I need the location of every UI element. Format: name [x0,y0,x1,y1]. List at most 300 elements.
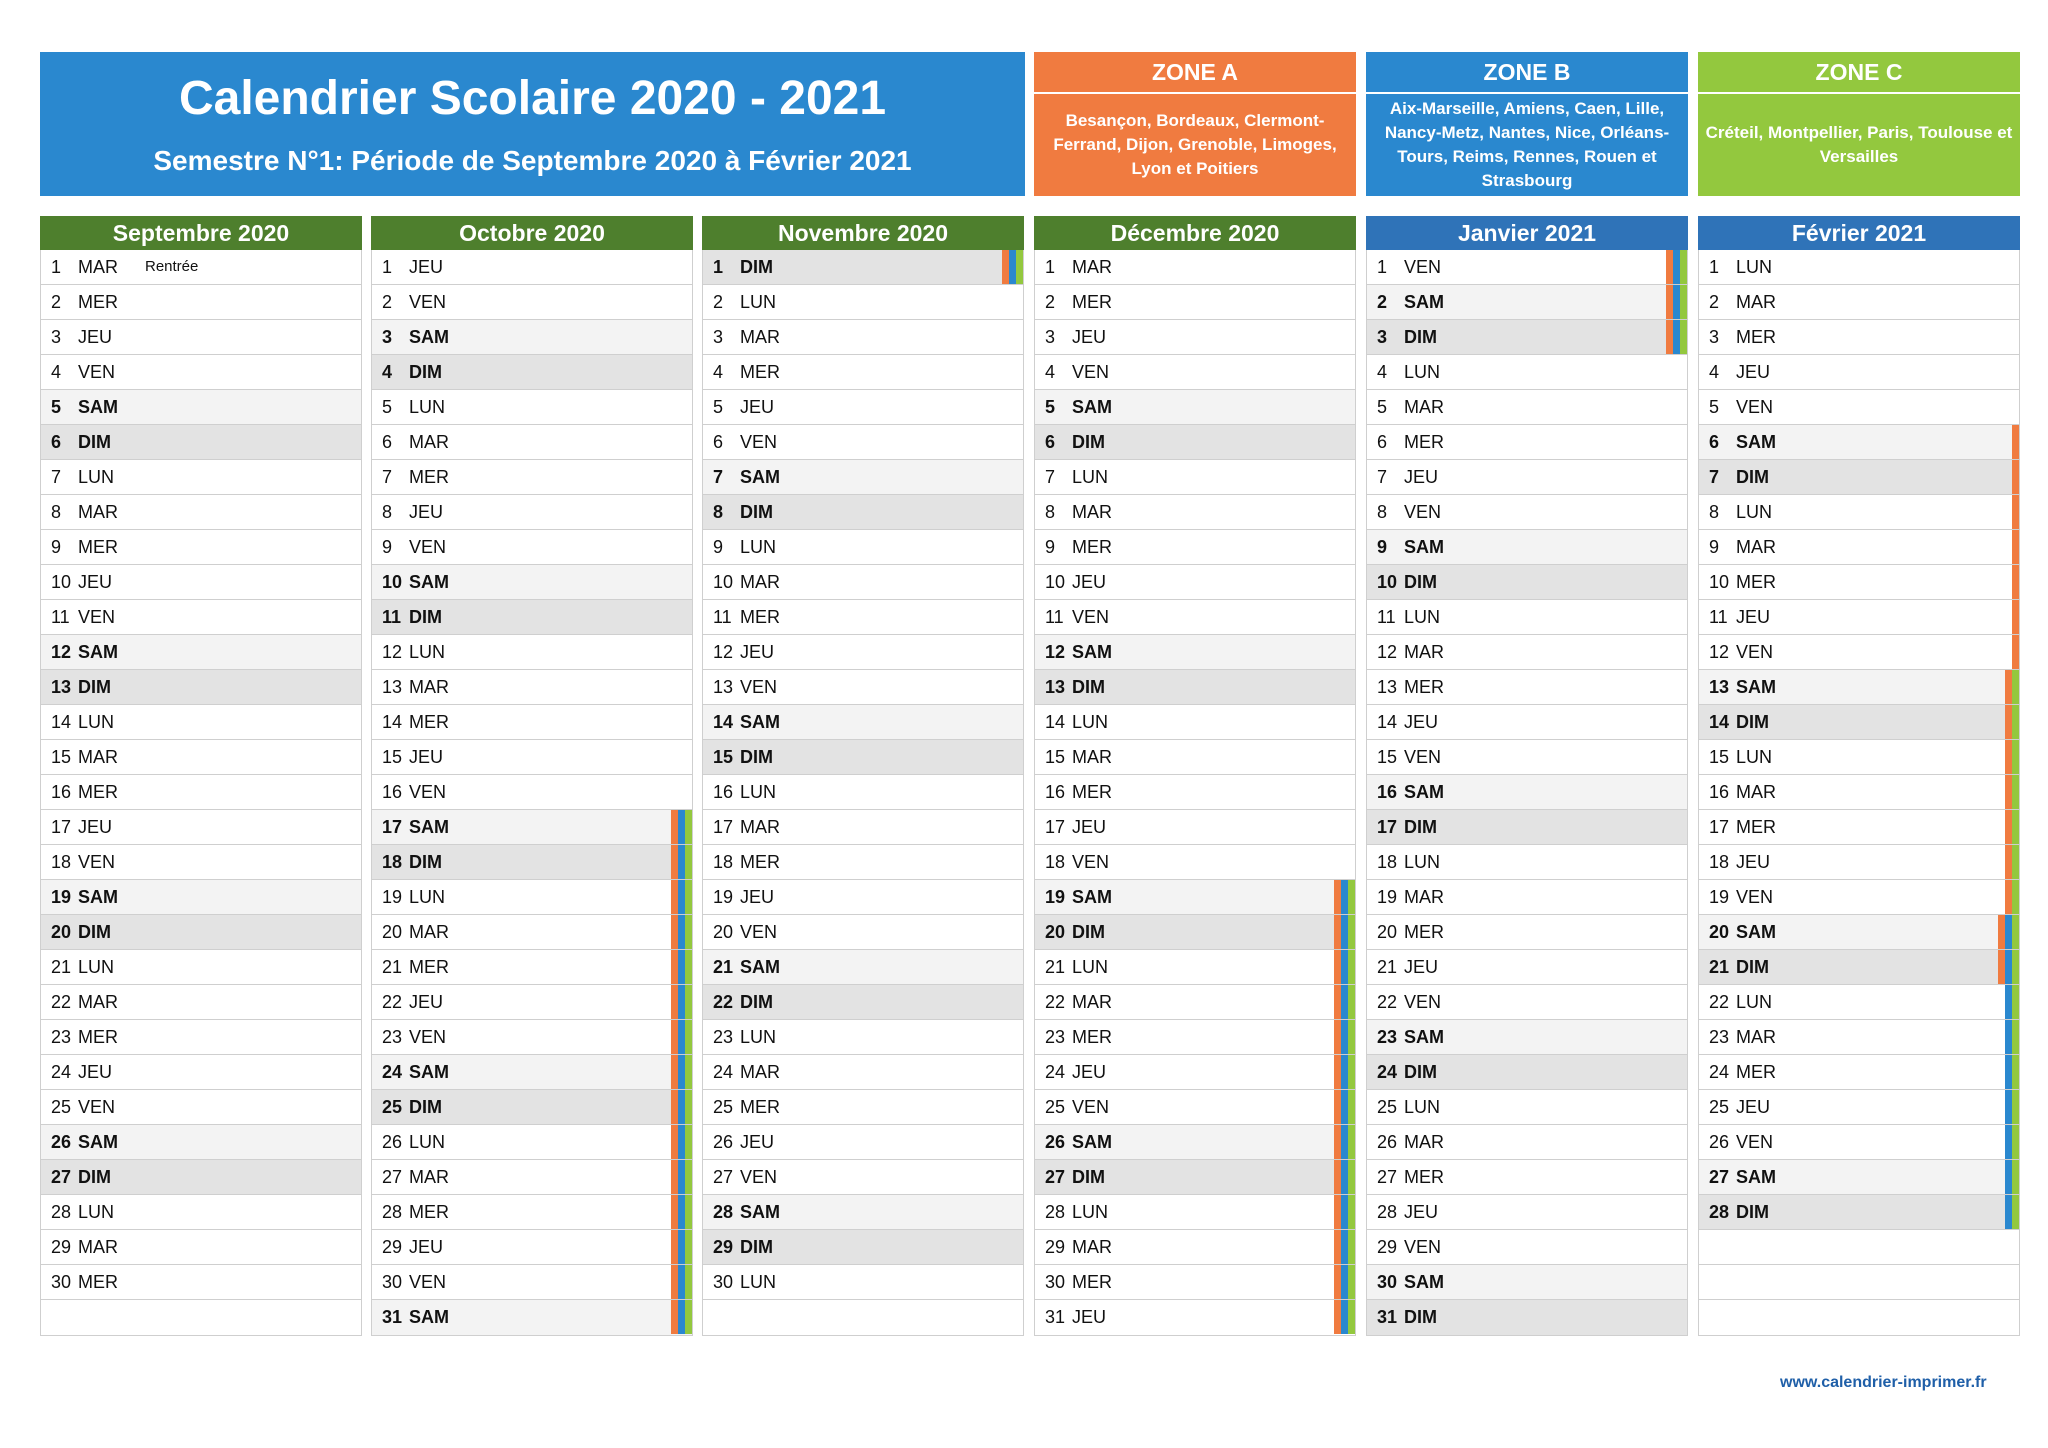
holiday-bar-zone-b [678,1160,685,1194]
holiday-bar-zone-c [685,1265,692,1299]
day-number: 12 [1709,642,1730,662]
weekday-label: DIM [1404,327,1437,347]
weekday-label: MER [78,292,118,312]
day-row [372,1265,692,1300]
weekday-label: MER [1072,292,1112,312]
day-row [1367,1055,1687,1090]
month-days [1034,250,1356,1336]
day-number: 14 [713,712,734,732]
day-number: 4 [713,362,724,382]
weekday-label: DIM [1072,922,1105,942]
holiday-markers [2012,495,2019,529]
day-number: 13 [1377,677,1398,697]
holiday-bar-zone-b [2005,1020,2012,1054]
day-number: 17 [1709,817,1730,837]
month-header: Octobre 2020 [371,216,693,250]
day-number: 25 [713,1097,734,1117]
day-number: 8 [1377,502,1388,522]
month-header: Décembre 2020 [1034,216,1356,250]
day-number: 27 [51,1167,72,1187]
day-row [1699,1125,2019,1160]
day-row [41,425,361,460]
holiday-bar-zone-c [1680,285,1687,319]
holiday-markers [671,1195,692,1229]
holiday-bar-zone-b [2005,915,2012,949]
day-number: 9 [51,537,62,557]
day-number: 28 [1709,1202,1730,1222]
day-number: 2 [1377,292,1388,312]
day-number: 26 [713,1132,734,1152]
day-row [1035,740,1355,775]
weekday-label: VEN [1404,992,1442,1012]
day-row [41,565,361,600]
day-number: 21 [1377,957,1398,977]
weekday-label: DIM [1736,957,1769,977]
day-row [372,320,692,355]
holiday-bar-zone-c [685,1300,692,1334]
weekday-label: MAR [78,992,118,1012]
day-number: 16 [51,782,72,802]
holiday-bar-zone-b [1341,950,1348,984]
day-row [1699,250,2019,285]
holiday-bar-zone-c [1348,1020,1355,1054]
weekday-label: JEU [740,642,775,662]
day-number: 25 [1377,1097,1398,1117]
weekday-label: MAR [1072,502,1112,522]
day-number: 28 [713,1202,734,1222]
holiday-markers [1334,1230,1355,1264]
holiday-bar-zone-a [671,845,678,879]
day-row [703,425,1023,460]
day-number: 7 [1709,467,1720,487]
holiday-bar-zone-a [1334,1195,1341,1229]
day-row [1699,705,2019,740]
day-row [372,915,692,950]
day-number: 2 [713,292,724,312]
day-row [703,320,1023,355]
day-row [41,250,361,285]
day-row [372,1055,692,1090]
weekday-label: SAM [1736,922,1776,942]
day-number: 14 [1709,712,1730,732]
weekday-label: LUN [78,1202,115,1222]
weekday-label: JEU [1736,852,1771,872]
weekday-label: JEU [1072,817,1107,837]
weekday-label: MER [1072,782,1112,802]
day-row [41,1230,361,1265]
weekday-label: JEU [1404,712,1439,732]
day-number: 28 [1045,1202,1066,1222]
day-row [703,1055,1023,1090]
day-number: 4 [1377,362,1388,382]
holiday-bar-zone-b [2005,1055,2012,1089]
day-row [1035,390,1355,425]
holiday-bar-zone-a [671,950,678,984]
day-row [372,1020,692,1055]
holiday-bar-zone-c [1348,1265,1355,1299]
day-row [703,1125,1023,1160]
weekday-label: LUN [1736,747,1773,767]
day-row [1699,1230,2019,1265]
day-number: 29 [51,1237,72,1257]
zone-a-title: ZONE A [1034,52,1356,94]
holiday-bar-zone-a [2005,880,2012,914]
day-row [1367,1125,1687,1160]
weekday-label: MER [740,607,780,627]
holiday-markers [2012,460,2019,494]
holiday-markers [1666,285,1687,319]
weekday-label: DIM [740,257,773,277]
weekday-label: VEN [740,677,778,697]
day-number: 24 [51,1062,72,1082]
day-number: 11 [1045,607,1064,627]
day-number: 26 [51,1132,72,1152]
holiday-bar-zone-c [685,845,692,879]
day-row [372,670,692,705]
day-row [372,600,692,635]
weekday-label: SAM [78,1132,118,1152]
day-row [1699,1195,2019,1230]
day-number: 25 [51,1097,72,1117]
holiday-markers [2012,635,2019,669]
holiday-bar-zone-a [1334,1125,1341,1159]
weekday-label: VEN [1736,1132,1774,1152]
day-number: 30 [51,1272,72,1292]
day-number: 3 [1045,327,1056,347]
day-number: 3 [1377,327,1388,347]
day-number: 27 [1377,1167,1398,1187]
day-row [372,635,692,670]
holiday-bar-zone-a [2012,565,2019,599]
weekday-label: LUN [1072,712,1109,732]
day-number: 1 [1709,257,1720,277]
weekday-label: LUN [409,887,446,907]
day-row [1035,985,1355,1020]
holiday-bar-zone-c [2012,670,2019,704]
weekday-label: VEN [1072,362,1110,382]
day-row [1699,1300,2019,1335]
day-row [1035,320,1355,355]
holiday-markers [1334,1160,1355,1194]
weekday-label: SAM [1072,642,1112,662]
day-number: 10 [1709,572,1730,592]
day-number: 15 [1709,747,1730,767]
holiday-bar-zone-b [1673,320,1680,354]
weekday-label: MAR [409,922,449,942]
weekday-label: JEU [1072,1307,1107,1327]
day-row [1035,1055,1355,1090]
weekday-label: JEU [409,747,444,767]
holiday-bar-zone-a [671,1160,678,1194]
day-row [1035,495,1355,530]
day-number: 27 [713,1167,734,1187]
weekday-label: VEN [1736,397,1774,417]
weekday-label: DIM [1736,467,1769,487]
holiday-bar-zone-b [678,810,685,844]
day-number: 1 [382,257,393,277]
day-row [1699,425,2019,460]
day-number: 12 [1045,642,1066,662]
day-row [1699,495,2019,530]
day-number: 16 [1709,782,1730,802]
day-number: 5 [1709,397,1720,417]
holiday-markers [1666,250,1687,284]
day-number: 8 [1709,502,1720,522]
footer-url[interactable]: www.calendrier-imprimer.fr [1780,1374,1987,1391]
weekday-label: MAR [1404,887,1444,907]
day-number: 18 [382,852,403,872]
weekday-label: DIM [78,432,111,452]
day-row [703,705,1023,740]
weekday-label: VEN [1404,1237,1442,1257]
day-number: 16 [1045,782,1066,802]
month-column [371,216,693,1336]
day-row [372,565,692,600]
day-row [1367,390,1687,425]
weekday-label: JEU [1404,467,1439,487]
weekday-label: VEN [409,1272,447,1292]
day-row [1035,670,1355,705]
day-number: 1 [1377,257,1388,277]
day-row [703,1195,1023,1230]
day-row [1367,565,1687,600]
day-number: 30 [382,1272,403,1292]
day-row [41,810,361,845]
weekday-label: LUN [1072,957,1109,977]
weekday-label: DIM [1072,1167,1105,1187]
zone-a-box [1034,52,1356,196]
holiday-bar-zone-c [1348,985,1355,1019]
weekday-label: VEN [740,922,778,942]
weekday-label: DIM [1404,572,1437,592]
day-row [703,1090,1023,1125]
weekday-label: SAM [1072,397,1112,417]
day-row [41,1125,361,1160]
day-number: 7 [1377,467,1388,487]
holiday-markers [671,810,692,844]
day-number: 15 [51,747,72,767]
day-row [703,530,1023,565]
weekday-label: MER [1736,327,1776,347]
day-row [372,390,692,425]
weekday-label: JEU [1072,327,1107,347]
holiday-markers [2012,425,2019,459]
day-row [703,250,1023,285]
holiday-bar-zone-c [2012,845,2019,879]
day-row [41,1160,361,1195]
day-row [1367,600,1687,635]
day-number: 3 [713,327,724,347]
holiday-bar-zone-b [1341,985,1348,1019]
day-row [703,460,1023,495]
weekday-label: MER [1404,922,1444,942]
holiday-bar-zone-a [2005,740,2012,774]
day-number: 31 [1377,1307,1398,1327]
day-row [41,1195,361,1230]
holiday-bar-zone-b [2005,1195,2012,1229]
holiday-bar-zone-c [2012,1055,2019,1089]
day-number: 15 [1045,747,1066,767]
weekday-label: SAM [409,1307,449,1327]
holiday-markers [1334,985,1355,1019]
holiday-markers [671,985,692,1019]
day-number: 29 [1377,1237,1398,1257]
day-row [1367,285,1687,320]
holiday-markers [2005,1055,2019,1089]
day-row [1699,1020,2019,1055]
page-title: Calendrier Scolaire 2020 - 2021 [178,72,887,125]
day-number: 20 [1709,922,1730,942]
holiday-bar-zone-a [2012,460,2019,494]
holiday-bar-zone-a [671,1230,678,1264]
holiday-markers [671,880,692,914]
weekday-label: DIM [78,922,111,942]
holiday-bar-zone-a [1334,1230,1341,1264]
weekday-label: MER [1736,817,1776,837]
day-row [1035,250,1355,285]
day-row [41,1090,361,1125]
holiday-bar-zone-c [1348,1230,1355,1264]
weekday-label: SAM [1404,292,1444,312]
day-number: 30 [1045,1272,1066,1292]
weekday-label: MAR [78,747,118,767]
weekday-label: JEU [1072,572,1107,592]
day-row [41,775,361,810]
day-number: 12 [51,642,72,662]
holiday-bar-zone-a [1002,250,1009,284]
day-number: 11 [713,607,732,627]
day-row [1699,355,2019,390]
day-number: 9 [1045,537,1056,557]
day-row [41,285,361,320]
day-row [1035,1300,1355,1335]
day-row [1035,565,1355,600]
holiday-bar-zone-a [2005,670,2012,704]
day-number: 9 [1377,537,1388,557]
weekday-label: VEN [409,1027,447,1047]
day-number: 25 [1709,1097,1730,1117]
weekday-label: SAM [78,642,118,662]
day-row [1699,670,2019,705]
weekday-label: JEU [1072,1062,1107,1082]
day-number: 5 [51,397,62,417]
holiday-markers [2012,530,2019,564]
day-number: 28 [51,1202,72,1222]
holiday-markers [671,915,692,949]
holiday-bar-zone-b [2005,985,2012,1019]
weekday-label: MER [740,362,780,382]
holiday-bar-zone-b [1341,1300,1348,1334]
weekday-label: JEU [740,397,775,417]
day-row [1035,635,1355,670]
holiday-bar-zone-a [671,880,678,914]
weekday-label: VEN [409,537,447,557]
day-number: 11 [1377,607,1396,627]
day-number: 10 [1045,572,1066,592]
day-row [41,740,361,775]
day-row [372,495,692,530]
day-number: 29 [382,1237,403,1257]
day-row [1699,285,2019,320]
day-number: 4 [1045,362,1056,382]
weekday-label: MER [1736,1062,1776,1082]
holiday-markers [1334,950,1355,984]
weekday-label: LUN [1736,502,1773,522]
day-number: 18 [1377,852,1398,872]
day-row [703,950,1023,985]
day-number: 13 [51,677,72,697]
holiday-bar-zone-c [2012,985,2019,1019]
holiday-markers [2005,705,2019,739]
day-row [41,880,361,915]
holiday-bar-zone-c [2012,1125,2019,1159]
weekday-label: DIM [409,1097,442,1117]
day-number: 13 [713,677,734,697]
day-number: 27 [382,1167,403,1187]
weekday-label: JEU [1736,607,1771,627]
day-number: 1 [713,257,724,277]
day-row [1035,285,1355,320]
holiday-bar-zone-c [1680,320,1687,354]
zone-c-box [1698,52,2020,196]
day-number: 14 [51,712,72,732]
weekday-label: MAR [1072,1237,1112,1257]
day-number: 11 [51,607,70,627]
day-number: 17 [51,817,72,837]
holiday-markers [2005,740,2019,774]
holiday-bar-zone-c [685,810,692,844]
day-number: 18 [1045,852,1066,872]
day-number: 10 [382,572,403,592]
holiday-bar-zone-c [685,915,692,949]
day-row [41,390,361,425]
day-number: 6 [1377,432,1388,452]
holiday-markers [671,1230,692,1264]
day-row [372,1160,692,1195]
day-row [1367,915,1687,950]
day-number: 15 [382,747,403,767]
holiday-bar-zone-b [678,1265,685,1299]
holiday-markers [1334,1265,1355,1299]
day-number: 26 [1709,1132,1730,1152]
zone-b-cities: Aix-Marseille, Amiens, Caen, Lille, Nancy-Metz, Nantes, Nice, Orléans-Tours, Reims, Rennes, Rouen et Strasbourg [1384,99,1670,190]
day-row [41,670,361,705]
month-column [40,216,362,1336]
day-row [703,600,1023,635]
day-number: 22 [1045,992,1066,1012]
holiday-bar-zone-a [2005,705,2012,739]
month-column [702,216,1024,1336]
weekday-label: DIM [1736,712,1769,732]
holiday-bar-zone-b [1673,250,1680,284]
weekday-label: MER [1072,1272,1112,1292]
weekday-label: SAM [740,712,780,732]
holiday-bar-zone-a [1334,1160,1341,1194]
day-number: 19 [1377,887,1398,907]
day-number: 18 [713,852,734,872]
holiday-bar-zone-c [685,880,692,914]
day-row [1035,950,1355,985]
day-number: 19 [1045,887,1066,907]
day-number: 16 [382,782,403,802]
weekday-label: SAM [409,572,449,592]
day-row [1035,425,1355,460]
day-row [703,845,1023,880]
day-row [1035,775,1355,810]
holiday-markers [671,1125,692,1159]
day-row [372,1195,692,1230]
holiday-markers [671,1160,692,1194]
